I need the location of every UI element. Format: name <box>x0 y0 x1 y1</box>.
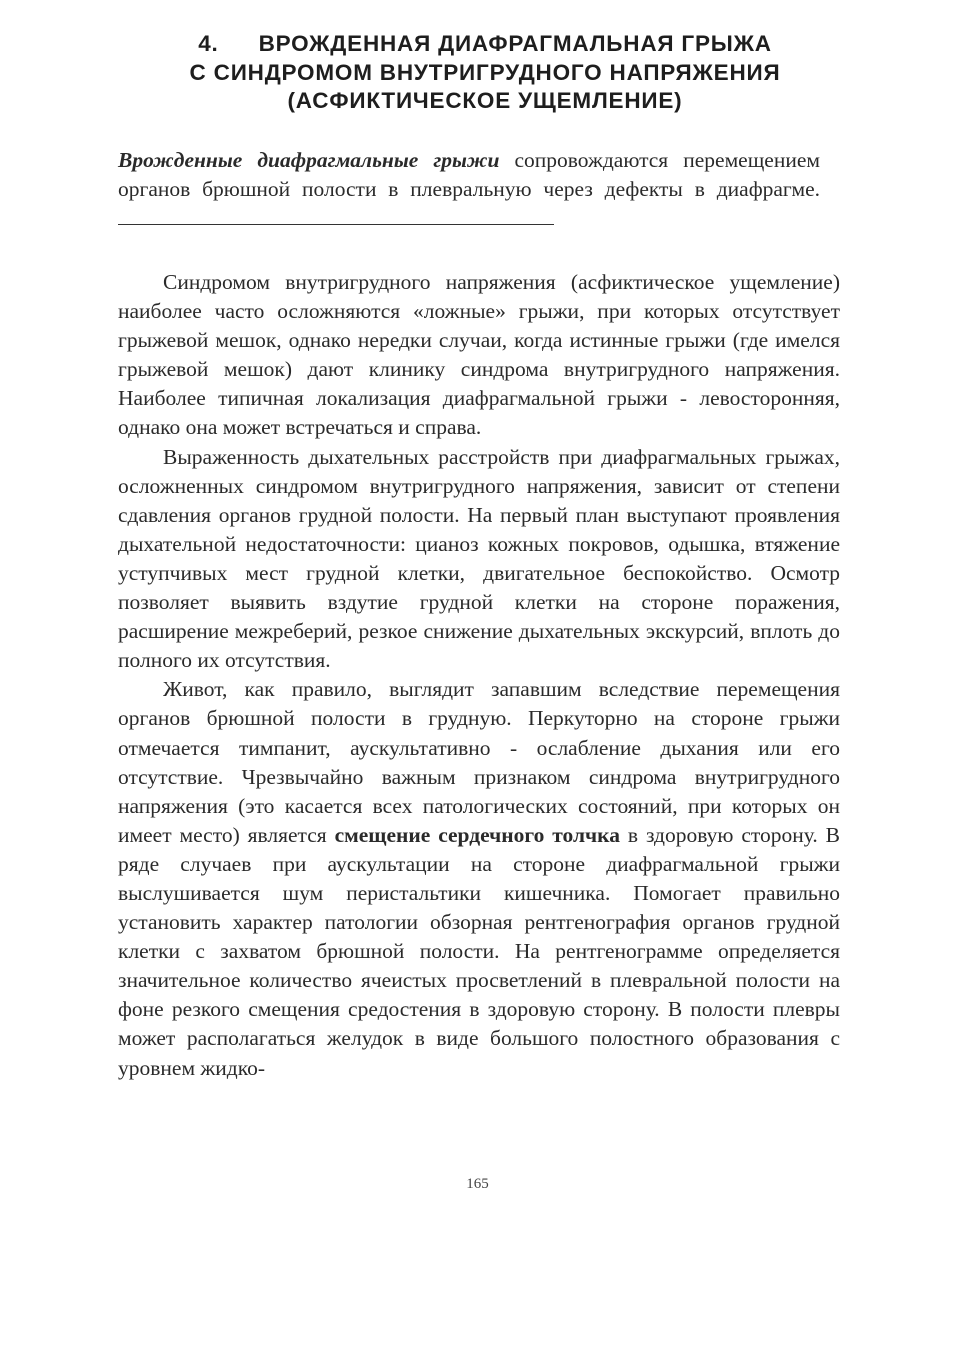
fill-in-blank-line <box>118 206 554 225</box>
paragraph-3-emphasis: смещение сердечного толчка <box>334 822 620 847</box>
paragraph-3-part-a: Живот, как правило, выглядит запавшим вследствие перемещения органов брюшной полости в грудную. Перкуторно на стороне грыжи отмечается тимпанит, аускультативно - ослабление дыхания или его отсутствие. Чрезвычайно важным признаком синдрома внутригрудного напряжения (это касается всех патологических состояний, при которых он имеет место) является <box>118 677 840 847</box>
heading-line-3: (АСФИКТИЧЕСКОЕ УЩЕМЛЕНИЕ) <box>287 88 683 113</box>
paragraph-1: Синдромом внутригрудного напряжения (асфиктическое ущемление) наиболее часто осложняются «ложные» грыжи, при которых отсутствует грыжевой мешок, однако нередки случаи, когда истинные грыжи (где имелся грыжевой мешок) дают клинику синдрома внутригрудного напряжения. Наиболее типичная локализация диафрагмальной грыжи - левосторонняя, однако она может встречаться и справа. <box>118 270 840 440</box>
page-number: 165 <box>466 1176 489 1192</box>
paragraph-2: Выраженность дыхательных расстройств при диафрагмальных грыжах, осложненных синдромом внутригрудного напряжения, зависит от степени сдавления органов грудной полости. На первый план выступают проявления дыхательной недостаточности: цианоз кожных покровов, одышка, втяжение уступчивых мест грудной клетки, двигательное беспокойство. Осмотр позволяет выявить вздутие грудной клетки на стороне поражения, расширение межреберий, резкое снижение дыхательных экскурсий, вплоть до полного их отсутствия. <box>118 444 840 673</box>
intro-definition <box>118 146 820 233</box>
heading-line-1 <box>120 30 850 59</box>
intro-text: сопровождаются перемещением органов брюшной полости в плевральную через дефекты в диафрагме. <box>118 148 820 201</box>
chapter-number: 4. <box>198 31 219 56</box>
paragraph-3 <box>118 675 840 1082</box>
chapter-heading <box>120 30 850 116</box>
heading-line-2: С СИНДРОМОМ ВНУТРИГРУДНОГО НАПРЯЖЕНИЯ <box>189 59 781 85</box>
intro-term: Врожденные диафрагмальные грыжи <box>118 148 500 172</box>
paragraph-3-part-b: в здоровую сторону. В ряде случаев при аускультации на стороне диафрагмальной грыжи выслушивается шум перистальтики кишечника. Помогает правильно установить характер патологии обзорная рентгенография органов грудной клетки с захватом брюшной полости. На рентгенограмме определяется значительное количество ячеистых просветлений в плевральной полости на фоне резкого смещения средостения в здоровую сторону. В полости плевры может располагаться желудок в виде большого полостного образования с уровнем жидко- <box>118 822 840 1080</box>
body-text <box>118 268 840 1083</box>
heading-text-1: ВРОЖДЕННАЯ ДИАФРАГМАЛЬНАЯ ГРЫЖА <box>258 31 772 56</box>
